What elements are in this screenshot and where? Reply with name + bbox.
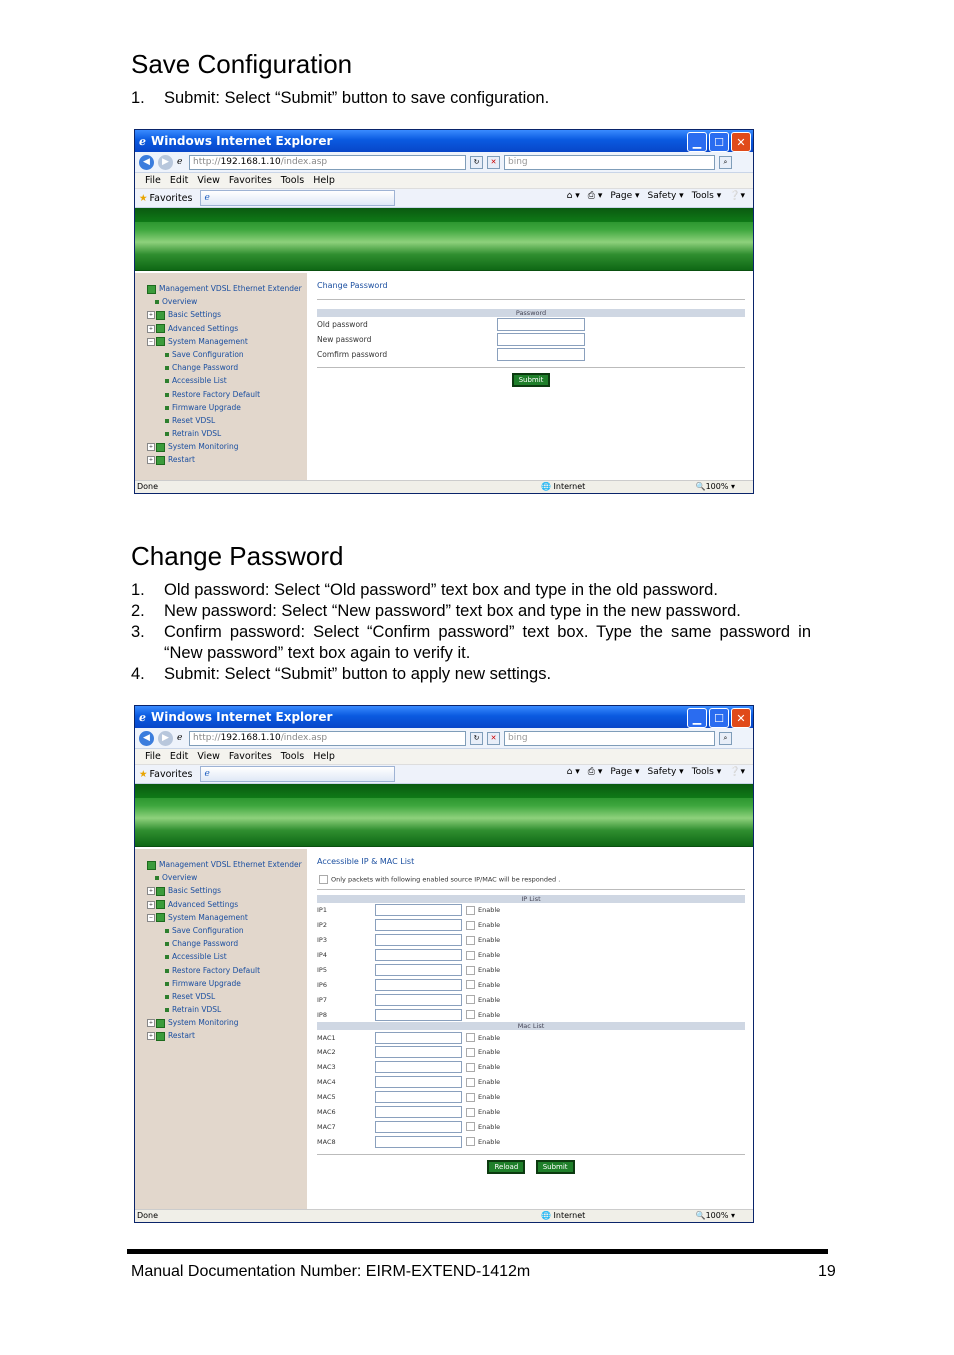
- save-steps: [131, 88, 811, 109]
- home-icon[interactable]: ⌂ ▾: [566, 191, 580, 201]
- ip-list-header: IP List: [317, 895, 745, 903]
- enable-checkbox[interactable]: [466, 995, 475, 1004]
- menu-help[interactable]: Help: [313, 751, 335, 762]
- search-input[interactable]: bing: [504, 731, 715, 746]
- old-password-row: Old password: [317, 317, 745, 332]
- sidebar-item-restore-factory-default[interactable]: Restore Factory Default: [135, 388, 307, 401]
- ip-row: IP4 Enable: [317, 951, 501, 960]
- sidebar-item-change-password[interactable]: Change Password: [135, 361, 307, 374]
- back-icon[interactable]: ◀: [139, 731, 154, 746]
- tools-menu[interactable]: Tools ▾: [691, 191, 722, 201]
- enable-checkbox[interactable]: [466, 966, 475, 975]
- page-icon: ℯ: [177, 157, 183, 167]
- zoom-control[interactable]: 🔍100% ▾: [695, 482, 735, 491]
- favorites-bar: [135, 765, 753, 784]
- submit-button[interactable]: Submit: [512, 373, 551, 387]
- close-button[interactable]: ✕: [731, 132, 751, 152]
- sidebar-item-retrain-vdsl[interactable]: Retrain VDSL: [135, 427, 307, 440]
- ip-address-field[interactable]: [375, 949, 462, 961]
- sidebar-item-firmware-upgrade[interactable]: Firmware Upgrade: [135, 977, 307, 990]
- enable-checkbox[interactable]: [466, 1122, 475, 1131]
- enable-checkbox[interactable]: [466, 1048, 475, 1057]
- sidebar-item-advanced-settings[interactable]: + Advanced Settings: [148, 899, 239, 909]
- ip-row: IP2 Enable: [317, 921, 501, 930]
- mac-row: MAC3 Enable: [317, 1063, 501, 1072]
- minimize-button[interactable]: ▁: [687, 132, 707, 152]
- stop-icon[interactable]: ✕: [487, 156, 500, 169]
- page-menu[interactable]: Page ▾: [610, 767, 640, 777]
- menu-file[interactable]: File: [145, 175, 161, 186]
- reload-button[interactable]: Reload: [487, 1160, 525, 1174]
- browser-tab[interactable]: ℯ: [200, 766, 395, 782]
- safety-menu[interactable]: Safety ▾: [647, 191, 684, 201]
- ip-row: IP6 Enable: [317, 980, 501, 989]
- mac-row: MAC8 Enable: [317, 1137, 501, 1146]
- address-bar: [135, 728, 753, 749]
- ip-address-field[interactable]: [375, 934, 462, 946]
- menu-view[interactable]: View: [197, 751, 220, 762]
- ip-address-field[interactable]: [375, 979, 462, 991]
- enable-checkbox[interactable]: [466, 1033, 475, 1042]
- maximize-button[interactable]: ☐: [709, 708, 729, 728]
- enable-checkbox[interactable]: [466, 921, 475, 930]
- browser-window-change-password: [134, 129, 754, 494]
- mac-row: MAC4 Enable: [317, 1078, 501, 1087]
- mac-address-field[interactable]: [375, 1061, 462, 1073]
- url-input[interactable]: http://192.168.1.10/index.asp: [189, 155, 466, 170]
- ip-address-field[interactable]: [375, 964, 462, 976]
- menu-file[interactable]: File: [145, 751, 161, 762]
- new-password-field[interactable]: [497, 333, 585, 346]
- star-icon: ★: [139, 768, 148, 780]
- sidebar-item-system-monitoring[interactable]: + System Monitoring: [148, 442, 239, 452]
- ip-row: IP1 Enable: [317, 906, 501, 915]
- mac-row: MAC6 Enable: [317, 1108, 501, 1117]
- enable-checkbox[interactable]: [466, 1063, 475, 1072]
- page-number: 19: [818, 1263, 836, 1280]
- menu-favorites[interactable]: Favorites: [228, 175, 272, 186]
- only-packets-checkbox[interactable]: [319, 875, 328, 884]
- mac-list-header: Mac List: [317, 1022, 745, 1030]
- ip-row: IP7 Enable: [317, 995, 501, 1004]
- page-menu[interactable]: Page ▾: [610, 191, 640, 201]
- footer-doc-number: Manual Documentation Number: EIRM-EXTEND-1412m: [131, 1263, 531, 1280]
- ip-address-field[interactable]: [375, 904, 462, 916]
- menu-help[interactable]: Help: [313, 175, 335, 186]
- enable-checkbox[interactable]: [466, 936, 475, 945]
- password-section-header: Password: [317, 309, 745, 317]
- maximize-button[interactable]: ☐: [709, 132, 729, 152]
- sidebar-item-overview[interactable]: Overview: [135, 871, 307, 884]
- list-item: 1. Submit: Select “Submit” button to save configuration.: [131, 89, 550, 107]
- status-bar: Done 🌐 Internet 🔍100% ▾: [135, 480, 753, 493]
- enable-checkbox[interactable]: [466, 1093, 475, 1102]
- sidebar-item-restart[interactable]: + Restart: [148, 1031, 195, 1041]
- enable-checkbox[interactable]: [466, 1078, 475, 1087]
- title-bar: ℯ Windows Internet Explorer ▁ ☐ ✕: [135, 706, 753, 728]
- list-item: 4. Submit: Select “Submit” button to apply new settings.: [131, 665, 552, 683]
- safety-menu[interactable]: Safety ▾: [647, 767, 684, 777]
- search-icon[interactable]: ⌕: [719, 732, 732, 745]
- favorites-button[interactable]: Favorites: [149, 768, 193, 780]
- page-title: Change Password: [317, 281, 388, 290]
- menu-tools[interactable]: Tools: [280, 751, 305, 762]
- sidebar-item-system-management[interactable]: − System Management: [148, 336, 248, 346]
- enable-checkbox[interactable]: [466, 980, 475, 989]
- sidebar-root[interactable]: Management VDSL Ethernet Extender: [135, 282, 307, 295]
- ip-row: IP8 Enable: [317, 1010, 501, 1019]
- back-icon[interactable]: ◀: [139, 155, 154, 170]
- footer-rule: [127, 1249, 828, 1254]
- mac-row: MAC1 Enable: [317, 1033, 501, 1042]
- old-password-field[interactable]: [497, 318, 585, 331]
- sidebar-item-restore-factory-default[interactable]: Restore Factory Default: [135, 964, 307, 977]
- enable-checkbox[interactable]: [466, 951, 475, 960]
- section-heading-change-password: Change Password: [131, 541, 344, 571]
- mac-address-field[interactable]: [375, 1032, 462, 1044]
- sidebar-item-reset-vdsl[interactable]: Reset VDSL: [135, 414, 307, 427]
- submit-button[interactable]: Submit: [536, 1160, 575, 1174]
- sidebar-item-save-configuration[interactable]: Save Configuration: [135, 348, 307, 361]
- print-icon[interactable]: ⎙ ▾: [587, 191, 603, 201]
- list-item: 1. Old password: Select “Old password” text box and type in the old password.: [131, 581, 718, 599]
- new-password-row: New password: [317, 332, 745, 347]
- sidebar-item-system-monitoring[interactable]: + System Monitoring: [148, 1018, 239, 1028]
- menu-tools[interactable]: Tools: [280, 175, 305, 186]
- refresh-icon[interactable]: ↻: [470, 156, 483, 169]
- address-bar: [135, 152, 753, 173]
- favorites-bar: [135, 189, 753, 208]
- menu-edit[interactable]: Edit: [169, 175, 189, 186]
- change-password-steps: [131, 580, 811, 685]
- mac-row: MAC2 Enable: [317, 1048, 501, 1057]
- sidebar-item-restart[interactable]: + Restart: [148, 455, 195, 465]
- ip-list: [317, 903, 745, 1022]
- enable-checkbox[interactable]: [466, 1010, 475, 1019]
- sidebar-item-system-management[interactable]: − System Management: [148, 912, 248, 922]
- home-icon[interactable]: ⌂ ▾: [566, 767, 580, 777]
- sidebar: [135, 273, 307, 481]
- mac-address-field[interactable]: [375, 1076, 462, 1088]
- enable-checkbox[interactable]: [466, 1137, 475, 1146]
- banner-image: [135, 208, 753, 271]
- title-bar: ℯ Windows Internet Explorer ▁ ☐ ✕: [135, 130, 753, 152]
- sidebar-item-basic-settings[interactable]: + Basic Settings: [148, 310, 222, 320]
- browser-tab[interactable]: ℯ: [200, 190, 395, 206]
- forward-icon[interactable]: ▶: [158, 731, 173, 746]
- help-icon[interactable]: ❔▾: [729, 191, 745, 201]
- favorites-button[interactable]: Favorites: [149, 192, 193, 204]
- menu-bar: [135, 173, 753, 189]
- main-panel: [307, 849, 753, 1210]
- confirm-password-field[interactable]: [497, 348, 585, 361]
- list-item: 2. New password: Select “New password” text box and type in the new password.: [131, 602, 741, 620]
- ip-address-field[interactable]: [375, 1009, 462, 1021]
- close-button[interactable]: ✕: [731, 708, 751, 728]
- sidebar-root[interactable]: Management VDSL Ethernet Extender: [135, 858, 307, 871]
- page-icon: ℯ: [177, 733, 183, 743]
- sidebar: [135, 849, 307, 1210]
- main-panel: [307, 273, 753, 481]
- menu-bar: [135, 749, 753, 765]
- page-title: Accessible IP & MAC List: [317, 857, 415, 866]
- ie-icon: ℯ: [139, 710, 146, 724]
- ie-icon: ℯ: [139, 134, 146, 148]
- sidebar-item-change-password[interactable]: Change Password: [135, 937, 307, 950]
- enable-checkbox[interactable]: [466, 1108, 475, 1117]
- minimize-button[interactable]: ▁: [687, 708, 707, 728]
- stop-icon[interactable]: ✕: [487, 732, 500, 745]
- tools-menu[interactable]: Tools ▾: [691, 767, 722, 777]
- mac-address-field[interactable]: [375, 1136, 462, 1148]
- browser-window-accessible-list: [134, 705, 754, 1223]
- help-icon[interactable]: ❔▾: [729, 767, 745, 777]
- menu-edit[interactable]: Edit: [169, 751, 189, 762]
- sidebar-item-firmware-upgrade[interactable]: Firmware Upgrade: [135, 401, 307, 414]
- enable-checkbox[interactable]: [466, 906, 475, 915]
- refresh-icon[interactable]: ↻: [470, 732, 483, 745]
- mac-address-field[interactable]: [375, 1106, 462, 1118]
- ip-address-field[interactable]: [375, 994, 462, 1006]
- menu-view[interactable]: View: [197, 175, 220, 186]
- list-item: 3. Confirm password: Select “Confirm password” text box. Type the same password in “New password” text box again to verify it.: [131, 623, 811, 662]
- search-icon[interactable]: ⌕: [719, 156, 732, 169]
- url-input[interactable]: http://192.168.1.10/index.asp: [189, 731, 466, 746]
- menu-favorites[interactable]: Favorites: [228, 751, 272, 762]
- mac-row: MAC5 Enable: [317, 1093, 501, 1102]
- status-bar: Done 🌐 Internet 🔍100% ▾: [135, 1209, 753, 1222]
- sidebar-item-advanced-settings[interactable]: + Advanced Settings: [148, 323, 239, 333]
- mac-address-field[interactable]: [375, 1121, 462, 1133]
- mac-row: MAC7 Enable: [317, 1122, 501, 1131]
- sidebar-item-accessible-list[interactable]: Accessible List: [135, 950, 307, 963]
- star-icon: ★: [139, 192, 148, 204]
- mac-address-field[interactable]: [375, 1091, 462, 1103]
- sidebar-item-basic-settings[interactable]: + Basic Settings: [148, 886, 222, 896]
- internet-zone: 🌐 Internet: [541, 482, 586, 491]
- forward-icon[interactable]: ▶: [158, 155, 173, 170]
- section-heading-save-configuration: Save Configuration: [131, 49, 353, 79]
- print-icon[interactable]: ⎙ ▾: [587, 767, 603, 777]
- search-input[interactable]: bing: [504, 155, 715, 170]
- ip-address-field[interactable]: [375, 919, 462, 931]
- banner-image: [135, 784, 753, 847]
- sidebar-item-overview[interactable]: Overview: [135, 295, 307, 308]
- sidebar-item-accessible-list[interactable]: Accessible List: [135, 374, 307, 387]
- sidebar-item-retrain-vdsl[interactable]: Retrain VDSL: [135, 1003, 307, 1016]
- sidebar-item-reset-vdsl[interactable]: Reset VDSL: [135, 990, 307, 1003]
- ip-row: IP5 Enable: [317, 966, 501, 974]
- zoom-control[interactable]: 🔍100% ▾: [695, 1211, 735, 1220]
- mac-address-field[interactable]: [375, 1046, 462, 1058]
- sidebar-item-save-configuration[interactable]: Save Configuration: [135, 924, 307, 937]
- internet-zone: 🌐 Internet: [541, 1211, 586, 1220]
- mac-list: [317, 1030, 745, 1149]
- confirm-password-row: Comfirm password: [317, 347, 745, 362]
- ip-row: IP3 Enable: [317, 936, 501, 945]
- only-packets-option: Only packets with following enabled source IP/MAC will be responded .: [317, 875, 745, 884]
